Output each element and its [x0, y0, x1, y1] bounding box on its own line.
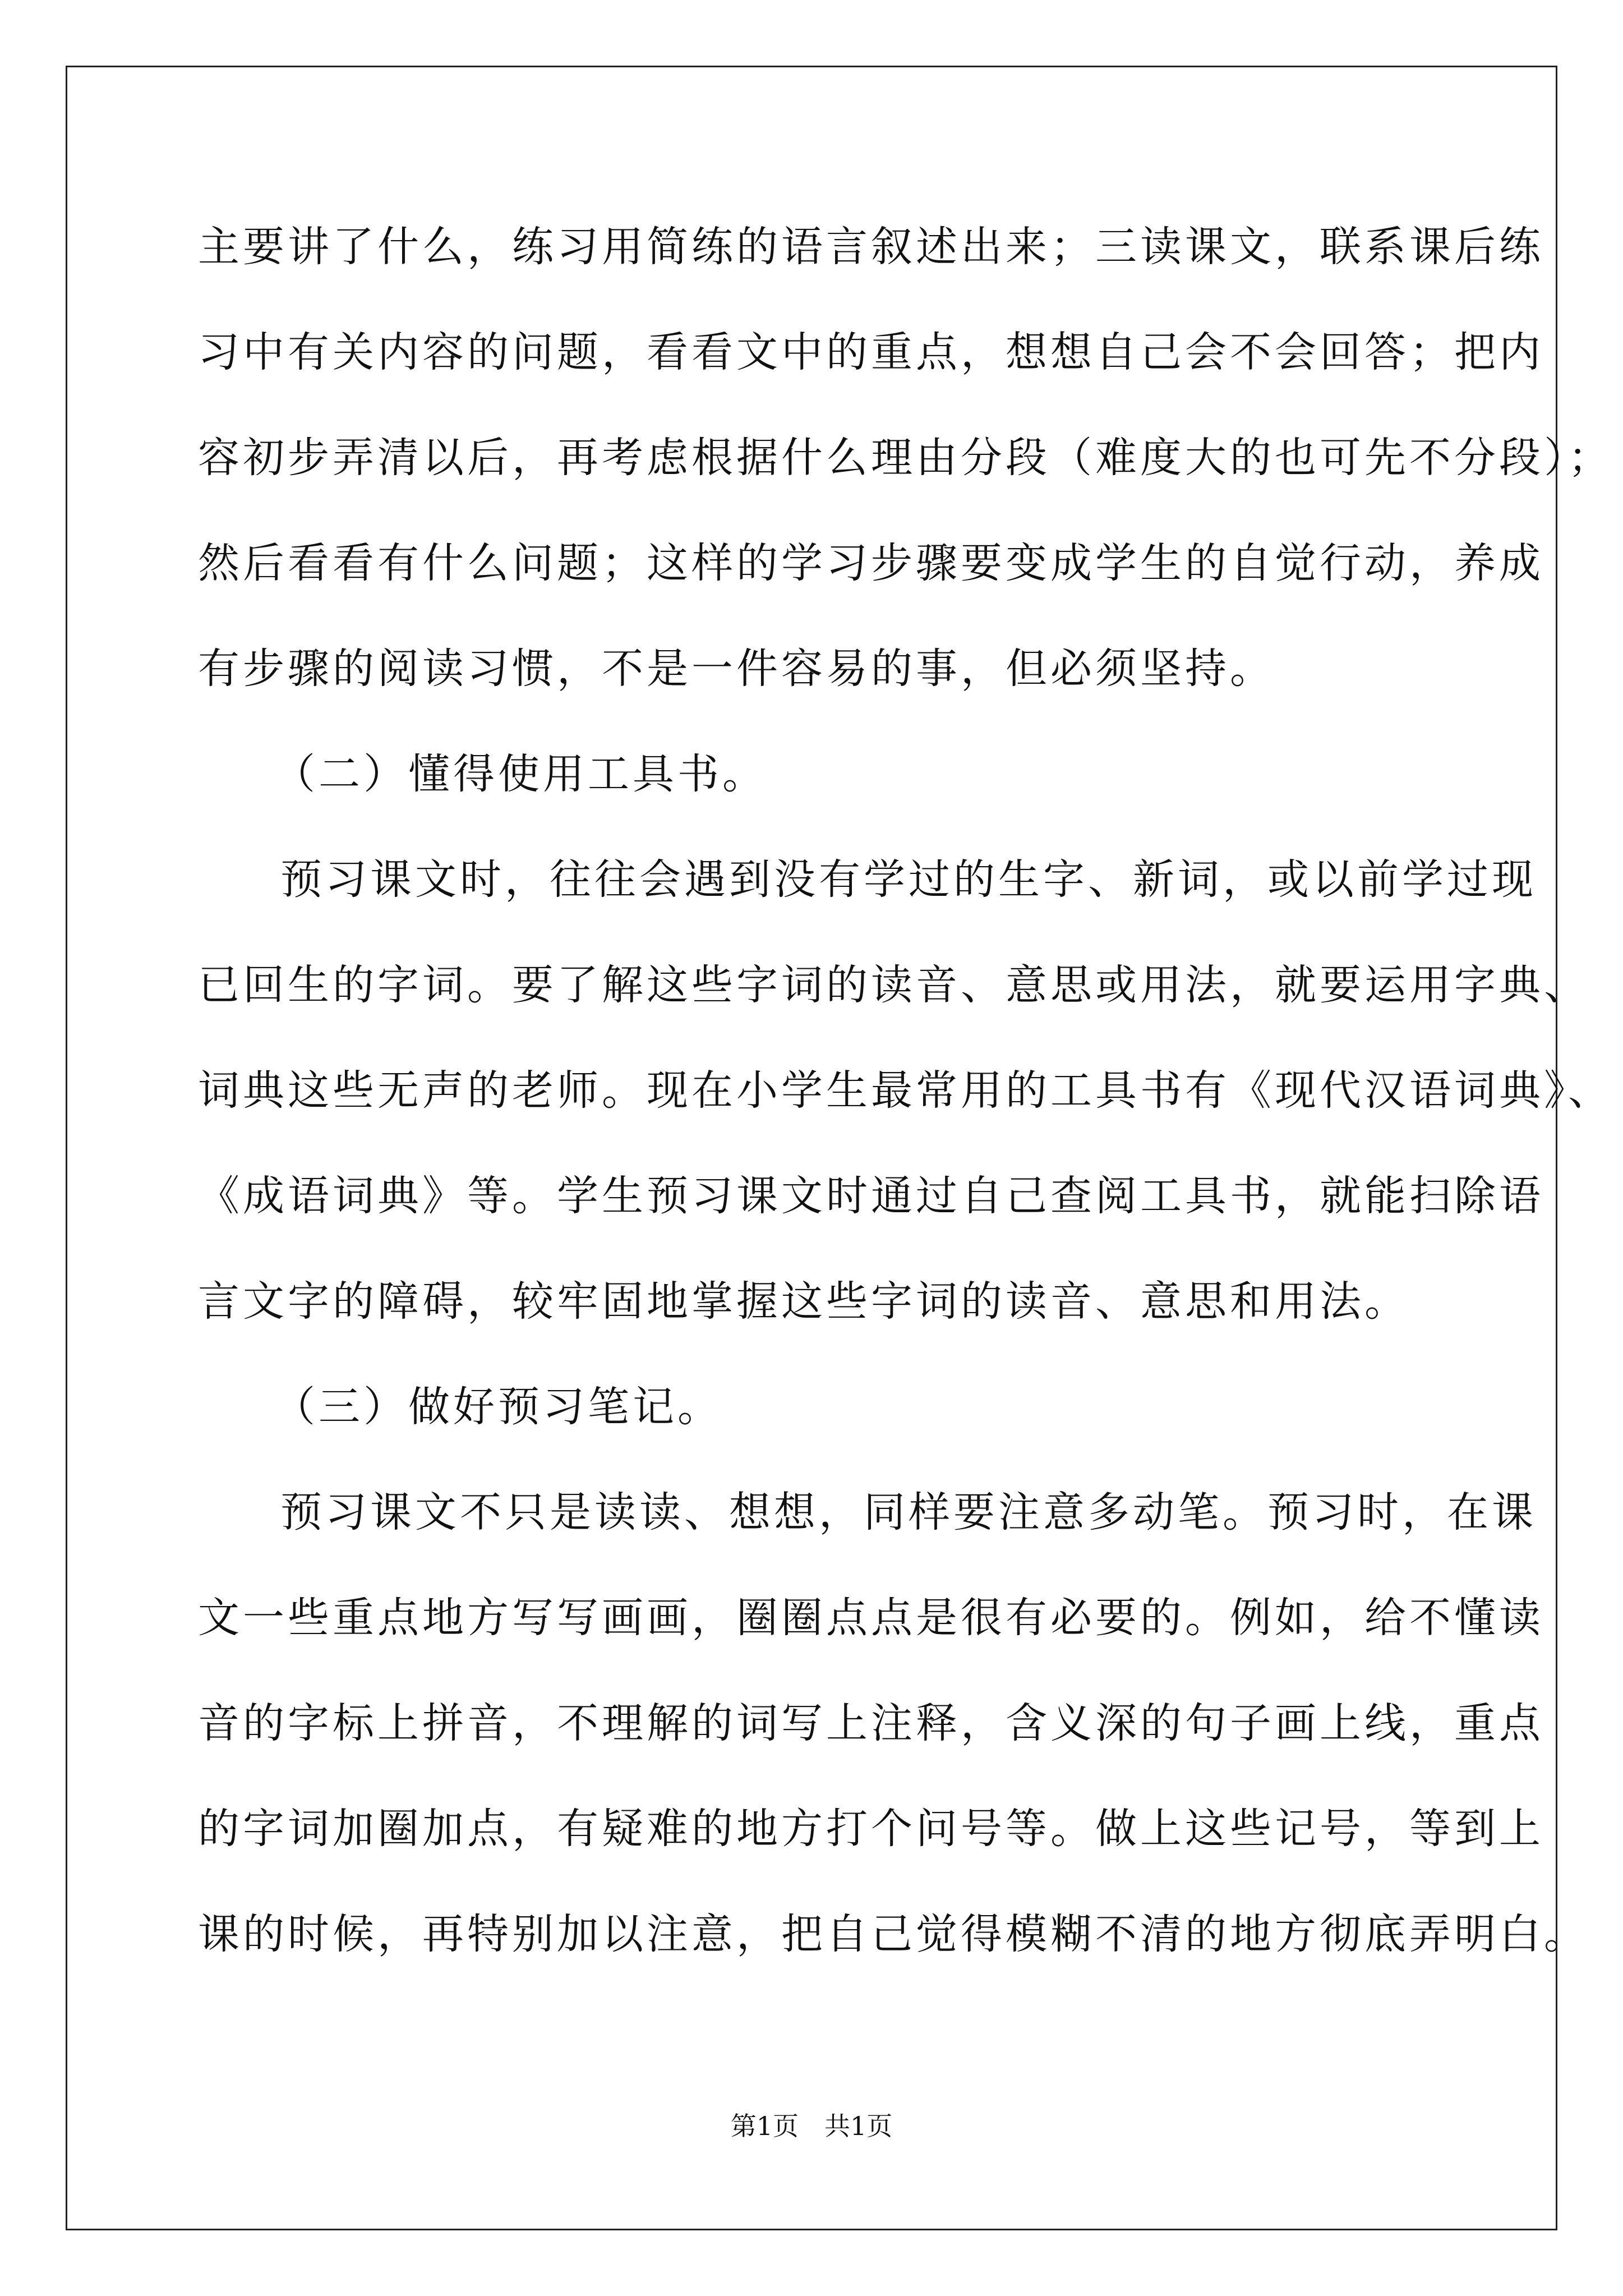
text-line: 有步骤的阅读习惯，不是一件容易的事，但必须坚持。	[198, 645, 1275, 693]
text-line: 音的字标上拼音，不理解的词写上注释，含义深的句子画上线，重点	[198, 1699, 1544, 1747]
text-line: 《成语词典》等。学生预习课文时通过自己查阅工具书，就能扫除语	[198, 1172, 1544, 1220]
text-line: 已回生的字词。要了解这些字词的读音、意思或用法，就要运用字典、	[198, 961, 1589, 1009]
section-heading: （二）懂得使用工具书。	[274, 750, 767, 798]
text-line: 的字词加圈加点，有疑难的地方打个问号等。做上这些记号，等到上	[198, 1805, 1544, 1853]
text-line: 文一些重点地方写写画画，圈圈点点是很有必要的。例如，给不懂读	[198, 1594, 1544, 1642]
text-line: 预习课文不只是读读、想想，同样要注意多动笔。预习时，在课	[280, 1488, 1537, 1536]
text-line: 言文字的障碍，较牢固地掌握这些字词的读音、意思和用法。	[198, 1277, 1409, 1326]
text-line: 习中有关内容的问题，看看文中的重点，想想自己会不会回答；把内	[198, 328, 1544, 376]
text-line: 然后看看有什么问题；这样的学习步骤要变成学生的自觉行动，养成	[198, 539, 1544, 587]
text-line: 预习课文时，往往会遇到没有学过的生字、新词，或以前学过现	[280, 855, 1537, 904]
text-line: 课的时候，再特别加以注意，把自己觉得模糊不清的地方彻底弄明白。	[198, 1910, 1589, 1958]
text-line: 主要讲了什么，练习用简练的语言叙述出来；三读课文，联系课后练	[198, 223, 1544, 271]
text-line: 容初步弄清以后，再考虑根据什么理由分段（难度大的也可先不分段）；	[198, 434, 1613, 482]
section-heading: （三）做好预习笔记。	[274, 1383, 722, 1431]
page-number-footer: 第1页 共1页	[730, 2111, 893, 2141]
text-line: 词典这些无声的老师。现在小学生最常用的工具书有《现代汉语词典》、	[198, 1066, 1613, 1115]
